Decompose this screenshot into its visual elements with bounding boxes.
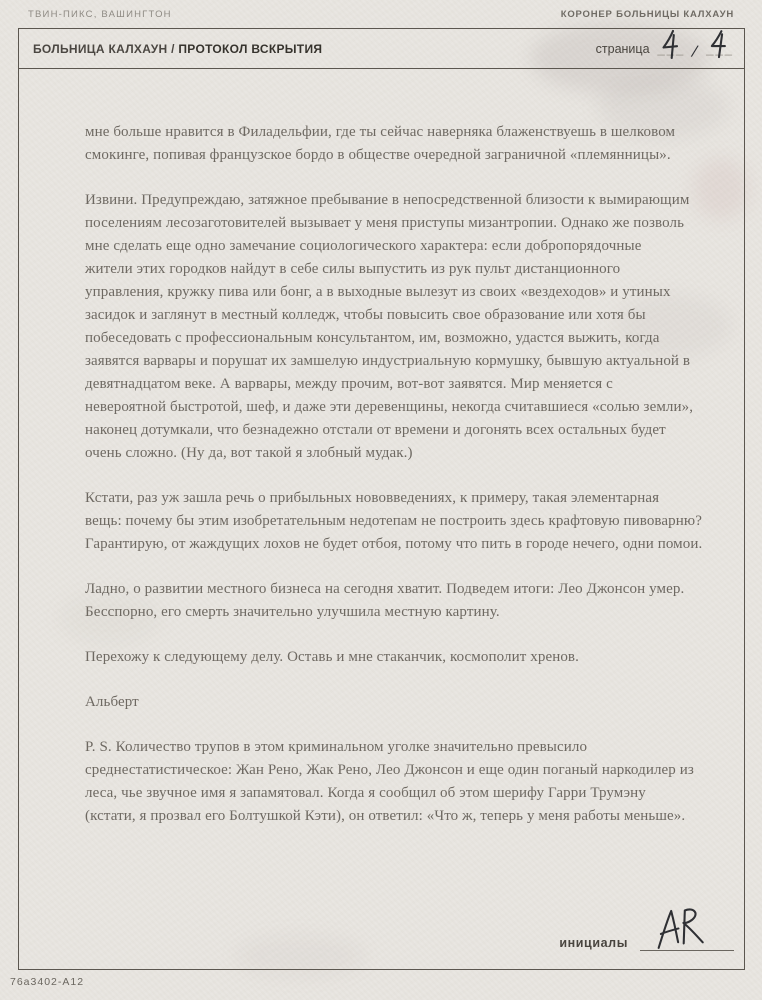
text-line: Кстати, раз уж зашла речь о прибыльных нововведениях, к примеру, такая элементарная: [85, 490, 660, 506]
form-title: [33, 42, 322, 56]
initials-line: [640, 903, 734, 951]
handwritten-page-total: [706, 26, 730, 61]
text-line: засидок и заглянут в местный колледж, чтобы повысить свое образование или хотя бы: [85, 307, 646, 323]
hospital-name: БОЛЬНИЦА КАЛХАУН /: [33, 41, 175, 56]
text-line: вещь: почему бы этим изобретательным недотепам не построить здесь крафтовую пивоварню?: [85, 513, 702, 529]
text-line: Гарантирую, от жаждущих лохов не будет отбоя, потому что пить в городе нечего, одни помои.: [85, 536, 703, 552]
text-line: Извини. Предупреждаю, затяжное пребывание в непосредственной близости к вымирающим: [85, 192, 690, 208]
text-line: наконец дотумкали, что безнадежно отстали от времени и догонять всех остальных будет: [85, 422, 666, 438]
text-line: жители этих городков найдут в себе силы выпустить из рук пульт дистанционного: [85, 261, 621, 277]
page-top-labels: [28, 9, 734, 20]
text-line: заявятся варвары и порушат их замшелую индустриальную кормушку, бывшую актуальной в: [85, 353, 691, 369]
text-line: управления, кружку пива или бонг, а в выходные вылезут из своих «вездеходов» и утиных: [85, 284, 671, 300]
page-current-blank: [658, 40, 686, 58]
text-line: мне больше нравится в Филадельфии, где ты сейчас наверняка блаженствуешь в шелковом: [85, 124, 676, 140]
paragraph: [85, 578, 684, 624]
initials-label: инициалы: [559, 936, 628, 950]
text-line: Альберт: [85, 694, 139, 710]
blank-line: ___: [657, 41, 686, 56]
text-line: побеседовать с профессиональным консультантом, им, возможно, удастся выжить, когда: [85, 330, 660, 346]
text-line: Бесспорно, его смерть значительно улучшила местную картину.: [85, 604, 500, 620]
page-label: страница: [595, 42, 650, 56]
text-line: Ладно, о развитии местного бизнеса на сегодня хватит. Подведем итоги: Лео Джонсон умер.: [85, 581, 685, 597]
form-header: [19, 29, 744, 69]
blank-line: ___: [706, 41, 734, 56]
document-title: ПРОТОКОЛ ВСКРЫТИЯ: [178, 41, 323, 56]
letter-body: [19, 69, 744, 828]
coroner-label: КОРОНЕР БОЛЬНИЦЫ КАЛХАУН: [560, 9, 734, 20]
paragraph: [85, 487, 703, 556]
text-line: поселениям лесозаготовителей вызывает у меня приступы мизантропии. Однако же позволь: [85, 215, 685, 231]
handwritten-page-current: [659, 27, 681, 61]
location-label: ТВИН-ПИКС, ВАШИНГТОН: [28, 9, 172, 20]
initials-block: [559, 903, 734, 951]
text-line: девятнадцатом веке. А варвары, между прочим, вот-вот заявятся. Мир меняется с: [85, 376, 613, 392]
text-line: среднестатистическое: Жан Рено, Жак Рено, Лео Джонсон и еще один поганый наркодилер из: [85, 762, 694, 778]
text-line: P. S. Количество трупов в этом криминальном уголке значительно превысило: [85, 739, 588, 755]
protocol-form: [18, 28, 745, 970]
text-line: смокинге, попивая французское бордо в обществе очередной заграничной «племянницы».: [85, 147, 671, 163]
postscript: [85, 736, 694, 828]
text-line: (кстати, я прозвал его Болтушкой Кэти), он ответил: «Что ж, теперь у меня работы меньше».: [85, 808, 686, 824]
text-line: невероятной быстротой, шеф, и даже эти деревенщины, некогда считавшиеся «солью земли»,: [85, 399, 694, 415]
text-line: очень сложно. (Ну да, вот такой я злобный мудак.): [85, 445, 413, 461]
text-line: леса, чье звучное имя я запамятовал. Когда я сообщил об этом шерифу Гарри Трумэну: [85, 785, 646, 801]
paragraph: [85, 646, 684, 669]
text-line: мне сделать еще одно замечание социологического характера: если добропорядочные: [85, 238, 642, 254]
page-number-field: [595, 39, 734, 61]
page-total-blank: [706, 40, 734, 58]
signature-name: [85, 691, 684, 714]
paragraph: [85, 189, 694, 465]
handwritten-initials: [654, 907, 712, 949]
footer-code: 76a3402-A12: [10, 976, 85, 988]
text-line: Перехожу к следующему делу. Оставь и мне стаканчик, космополит хренов.: [85, 649, 579, 665]
paragraph: [85, 121, 684, 167]
page-separator: /: [690, 41, 700, 61]
